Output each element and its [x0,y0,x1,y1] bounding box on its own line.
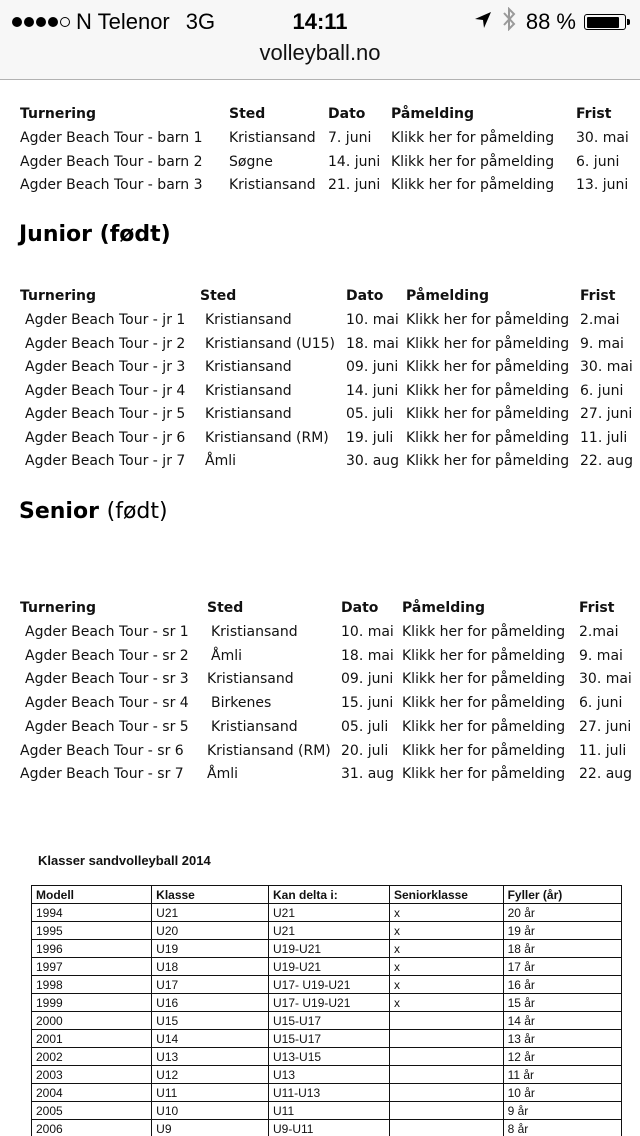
tournament-name: Agder Beach Tour - barn 2 [20,153,203,170]
date: 14. juni [346,382,399,399]
signal-strength-icon [12,17,70,27]
header-tournament-name: Turnering [20,106,97,122]
table-row [0,154,640,178]
header-registration-link: Påmelding [406,288,490,304]
registration-link[interactable]: Klikk her for påmelding [402,695,566,712]
model-year: 2001 [32,1030,152,1048]
table-header [0,288,640,312]
age: 15 år [503,994,621,1012]
junior-section-title: Junior (født) [19,222,171,247]
registration-link[interactable]: Klikk her for påmelding [391,177,555,193]
can-join: U21 [269,904,390,922]
registration-link[interactable]: Klikk her for påmelding [391,130,555,146]
deadline: 13. juni [576,177,629,193]
header-class: Klasse [152,886,269,904]
can-join: U17- U19-U21 [269,994,390,1012]
class: U11 [152,1084,269,1102]
tournament-name: Agder Beach Tour - jr 2 [25,335,186,352]
location: Kristiansand (U15) [205,335,336,352]
class: U9 [152,1120,269,1136]
registration-link[interactable]: Klikk her for påmelding [402,671,566,688]
senior-class [389,1030,503,1048]
registration-link[interactable]: Klikk her for påmelding [402,647,566,664]
table-row [0,359,640,383]
signal-dot [12,17,22,27]
table-row [32,1030,622,1048]
deadline: 9. mai [580,335,624,352]
model-year: 2002 [32,1048,152,1066]
registration-link[interactable]: Klikk her for påmelding [406,406,570,422]
table-row [0,743,640,767]
deadline: 6. juni [580,382,624,399]
age: 19 år [503,922,621,940]
tournament-name: Agder Beach Tour - sr 4 [25,695,189,712]
tournament-name: Agder Beach Tour - jr 7 [25,453,186,469]
tournament-name: Agder Beach Tour - sr 5 [25,718,189,735]
class: U18 [152,958,269,976]
table-row [0,453,640,477]
deadline: 2.mai [580,312,620,328]
clock: 14:11 [292,9,348,34]
signal-dot [24,17,34,27]
senior-class: x [389,976,503,994]
table-row [0,336,640,360]
classes-table [31,885,622,1136]
carrier-name: N Telenor [76,9,170,34]
location: Kristiansand (RM) [207,742,331,759]
registration-link[interactable]: Klikk her for påmelding [406,429,570,446]
location: Kristiansand [205,382,292,399]
classes-title: Klasser sandvolleyball 2014 [38,853,211,868]
can-join: U9-U11 [269,1120,390,1136]
header-tournament-name: Turnering [20,600,97,616]
class: U13 [152,1048,269,1066]
header-location: Sted [207,600,244,616]
date: 30. aug [346,453,400,469]
age: 18 år [503,940,621,958]
page-content [0,80,640,1136]
header-age: Fyller (år) [503,886,621,904]
header-deadline: Frist [576,106,612,122]
age: 9 år [503,1102,621,1120]
age: 17 år [503,958,621,976]
model-year: 2006 [32,1120,152,1136]
model-year: 1996 [32,940,152,958]
registration-link[interactable]: Klikk her for påmelding [406,382,570,399]
senior-title-bold: Senior [19,499,99,524]
age: 14 år [503,1012,621,1030]
location: Kristiansand (RM) [205,429,329,446]
table-row [32,940,622,958]
signal-dot [48,17,58,27]
location: Kristiansand [211,718,298,735]
age: 11 år [503,1066,621,1084]
header-date: Dato [328,106,366,122]
header-deadline: Frist [579,600,615,616]
tournament-name: Agder Beach Tour - sr 1 [25,624,189,640]
can-join: U21 [269,922,390,940]
senior-class [389,1066,503,1084]
table-row [0,719,640,743]
can-join: U13 [269,1066,390,1084]
date: 10. mai [346,312,399,328]
location: Åmli [211,647,242,664]
registration-link[interactable]: Klikk her for påmelding [406,335,570,352]
header-date: Dato [346,288,384,304]
date: 18. mai [346,335,399,352]
network-type: 3G [185,9,216,34]
table-row [0,130,640,154]
can-join: U19-U21 [269,940,390,958]
header-registration-link: Påmelding [402,600,486,616]
senior-class [389,1084,503,1102]
header-date: Dato [341,600,379,616]
table-row [32,1048,622,1066]
date: 31. aug [341,766,395,783]
date: 09. juni [341,671,394,688]
senior-class [389,1102,503,1120]
location-arrow-icon [474,9,492,35]
class: U12 [152,1066,269,1084]
can-join: U15-U17 [269,1012,390,1030]
table-row [0,406,640,430]
table-row [32,958,622,976]
table-row [0,430,640,454]
class: U19 [152,940,269,958]
can-join: U13-U15 [269,1048,390,1066]
senior-class: x [389,922,503,940]
registration-link[interactable]: Klikk her for påmelding [406,453,570,469]
tournament-name: Agder Beach Tour - sr 2 [25,647,189,664]
tournament-name: Agder Beach Tour - jr 6 [25,429,186,446]
class: U16 [152,994,269,1012]
header-location: Sted [229,106,266,122]
date: 09. juni [346,359,399,375]
date: 05. juli [346,406,394,422]
deadline: 9. mai [579,647,623,664]
registration-link[interactable]: Klikk her for påmelding [391,153,555,170]
model-year: 1995 [32,922,152,940]
date: 7. juni [328,130,372,146]
can-join: U17- U19-U21 [269,976,390,994]
deadline: 22. aug [579,766,633,783]
table-row [32,922,622,940]
date: 21. juni [328,177,381,193]
date: 20. juli [341,742,389,759]
battery-percent: 88 % [525,9,576,34]
table-row [32,1066,622,1084]
status-left [12,6,215,38]
deadline: 27. juni [580,406,633,422]
age: 8 år [503,1120,621,1136]
location: Kristiansand [205,312,292,328]
age: 12 år [503,1048,621,1066]
table-header [0,106,640,130]
location: Kristiansand [229,130,316,146]
senior-class [389,1048,503,1066]
model-year: 1994 [32,904,152,922]
deadline: 6. juni [576,153,620,170]
registration-link[interactable]: Klikk her for påmelding [402,624,566,640]
age: 13 år [503,1030,621,1048]
senior-class: x [389,994,503,1012]
location: Åmli [207,766,238,783]
address-bar-url[interactable]: volleyball.no [259,40,381,65]
deadline: 11. juli [579,742,627,759]
header-can-join: Kan delta i: [269,886,390,904]
deadline: 27. juni [579,718,632,735]
date: 15. juni [341,695,394,712]
senior-class: x [389,958,503,976]
table-row [32,904,622,922]
senior-class: x [389,904,503,922]
age: 10 år [503,1084,621,1102]
tournament-name: Agder Beach Tour - jr 5 [25,406,186,422]
tournament-name: Agder Beach Tour - barn 3 [20,177,203,193]
model-year: 2005 [32,1102,152,1120]
location: Kristiansand [229,177,316,193]
tournament-name: Agder Beach Tour - sr 6 [20,742,184,759]
table-row [0,383,640,407]
location: Åmli [205,453,236,469]
model-year: 1998 [32,976,152,994]
table-row [0,177,640,201]
table-row [0,624,640,648]
model-year: 1997 [32,958,152,976]
browser-top-bar [0,0,640,80]
header-tournament-name: Turnering [20,288,97,304]
age: 16 år [503,976,621,994]
date: 10. mai [341,624,394,640]
battery-icon [584,14,630,30]
senior-title-light: (født) [106,499,168,524]
date: 05. juli [341,718,389,735]
table-row [32,1084,622,1102]
registration-link[interactable]: Klikk her for påmelding [402,718,566,735]
table-row [0,766,640,790]
date: 18. mai [341,647,394,664]
date: 14. juni [328,153,381,170]
tournament-name: Agder Beach Tour - barn 1 [20,130,203,146]
table-row [0,312,640,336]
deadline: 30. mai [580,359,633,375]
table-row [32,1102,622,1120]
header-senior-class: Seniorklasse [389,886,503,904]
header-registration-link: Påmelding [391,106,475,122]
class: U17 [152,976,269,994]
senior-section-title [19,499,168,524]
model-year: 2000 [32,1012,152,1030]
tournament-name: Agder Beach Tour - jr 1 [25,312,186,328]
table-row [32,976,622,994]
header-model-year: Modell [32,886,152,904]
deadline: 6. juni [579,695,623,712]
table-row [32,1012,622,1030]
class: U20 [152,922,269,940]
registration-link[interactable]: Klikk her for påmelding [406,359,570,375]
tournament-name: Agder Beach Tour - jr 3 [25,359,186,375]
tournament-name: Agder Beach Tour - sr 3 [25,671,189,688]
model-year: 1999 [32,994,152,1012]
senior-class [389,1120,503,1136]
deadline: 22. aug [580,453,634,469]
model-year: 2003 [32,1066,152,1084]
location: Kristiansand [207,671,294,688]
can-join: U15-U17 [269,1030,390,1048]
status-right [474,6,630,38]
deadline: 2.mai [579,624,619,640]
class: U14 [152,1030,269,1048]
location: Kristiansand [205,406,292,422]
header-location: Sted [200,288,237,304]
tournament-name: Agder Beach Tour - jr 4 [25,382,186,399]
class: U10 [152,1102,269,1120]
classes-image [31,853,623,1136]
location: Kristiansand [211,624,298,640]
class: U15 [152,1012,269,1030]
table-row [32,994,622,1012]
location: Søgne [229,153,273,170]
classes-header-row [32,886,622,904]
table-header [0,600,640,624]
table-row [0,695,640,719]
tournament-name: Agder Beach Tour - sr 7 [20,766,184,783]
can-join: U11 [269,1102,390,1120]
bluetooth-icon [502,7,516,37]
registration-link[interactable]: Klikk her for påmelding [402,742,566,759]
registration-link[interactable]: Klikk her for påmelding [406,312,570,328]
model-year: 2004 [32,1084,152,1102]
location: Kristiansand [205,359,292,375]
senior-class [389,1012,503,1030]
can-join: U11-U13 [269,1084,390,1102]
deadline: 30. mai [576,130,629,146]
senior-class: x [389,940,503,958]
date: 19. juli [346,429,394,446]
deadline: 30. mai [579,671,632,688]
age: 20 år [503,904,621,922]
deadline: 11. juli [580,429,628,446]
registration-link[interactable]: Klikk her for påmelding [402,766,566,783]
location: Birkenes [211,695,272,712]
header-deadline: Frist [580,288,616,304]
table-row [0,671,640,695]
class: U21 [152,904,269,922]
table-row [32,1120,622,1136]
can-join: U19-U21 [269,958,390,976]
signal-dot [60,17,70,27]
table-row [0,648,640,672]
signal-dot [36,17,46,27]
